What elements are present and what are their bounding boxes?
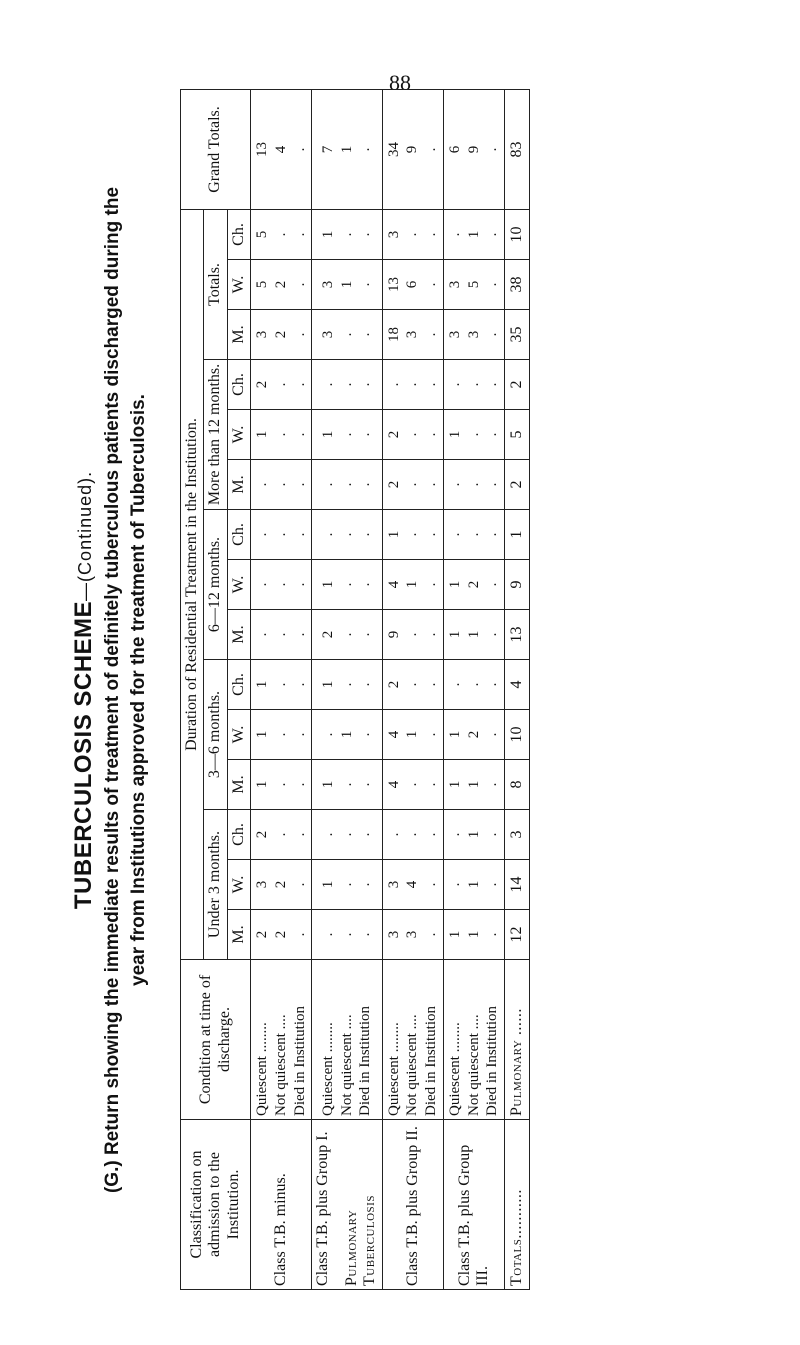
header-w: W. — [227, 560, 250, 610]
total-value-cell: 5 — [505, 410, 530, 460]
value-cell: 2 . . — [312, 610, 382, 660]
value-cell: 4 1 . — [382, 710, 443, 760]
value-cell: . . . — [312, 360, 382, 410]
value-cell: 2 . . — [382, 410, 443, 460]
total-value-cell: 10 — [505, 710, 530, 760]
header-w: W. — [227, 860, 250, 910]
value-cell: . . . — [251, 560, 312, 610]
classification-cell: Class T.B. plus Group II. — [382, 1120, 443, 1290]
condition-cell: Quiescent ........ Not quiescent .... Died in Institution — [251, 960, 312, 1120]
value-cell: 1 . . — [312, 760, 382, 810]
header-w: W. — [227, 260, 250, 310]
value-cell: 3 3 . — [443, 310, 504, 360]
value-cell: . . . — [251, 460, 312, 510]
value-cell: 1 2 . — [443, 560, 504, 610]
header-classification: Classification on admission to the Institution. — [181, 1120, 251, 1290]
header-ch: Ch. — [227, 660, 250, 710]
value-cell: 2 . . — [251, 810, 312, 860]
header-ch: Ch. — [227, 810, 250, 860]
total-value-cell: 2 — [505, 460, 530, 510]
value-cell: 1 . . — [443, 410, 504, 460]
pulmonary-total-label: Pulmonary ...... — [505, 960, 530, 1120]
header-m: M. — [227, 760, 250, 810]
table-body — [251, 89, 530, 1289]
table-row — [382, 89, 443, 1289]
value-cell: 3 . . — [312, 310, 382, 360]
value-cell: . 1 . — [443, 209, 504, 259]
value-cell: . 1 . — [443, 810, 504, 860]
value-cell: . . . — [443, 360, 504, 410]
total-value-cell: 3 — [505, 810, 530, 860]
value-cell: . . . — [312, 460, 382, 510]
grand-total-cell: 7 1 . — [312, 89, 382, 209]
header-6-12: 6—12 months. — [204, 510, 227, 660]
value-cell: 1 1 . — [443, 610, 504, 660]
group-label: Pulmonary Tuberculosis — [342, 1195, 379, 1286]
total-value-cell: 10 — [505, 209, 530, 259]
classification-cell: Class T.B. plus Group I. Pulmonary Tuberculosis — [312, 1120, 382, 1290]
value-cell: . . . — [251, 510, 312, 560]
header-m: M. — [227, 910, 250, 960]
value-cell: 1 1 . — [443, 760, 504, 810]
header-condition: Condition at time of discharge. — [181, 960, 251, 1120]
condition-cell: Quiescent ........ Not quiescent .... Died in Institution — [312, 960, 382, 1120]
totals-row — [505, 89, 530, 1289]
heading-title — [70, 90, 98, 1290]
value-cell: 4 . . — [382, 760, 443, 810]
total-value-cell: 13 — [505, 610, 530, 660]
heading-line-3: year from Institutions approved for the treatment of Tuberculosis. — [128, 394, 149, 986]
header-over-12: More than 12 months. — [204, 360, 227, 510]
grand-total-sum: 83 — [505, 89, 530, 209]
return-table — [180, 89, 530, 1290]
value-cell: 3 2 . — [251, 310, 312, 360]
value-cell: 1 . . — [251, 760, 312, 810]
value-cell: 2 . . — [251, 360, 312, 410]
header-duration: Duration of Residential Treatment in the Institution. — [181, 209, 204, 959]
total-value-cell: 35 — [505, 310, 530, 360]
value-cell: . 1 . — [312, 710, 382, 760]
totals-label: Totals........... — [505, 1120, 530, 1290]
value-cell: 5 . . — [251, 209, 312, 259]
value-cell: 1 . . — [312, 209, 382, 259]
value-cell: . . . — [312, 810, 382, 860]
header-ch: Ch. — [227, 209, 250, 259]
total-value-cell: 14 — [505, 860, 530, 910]
heading-title-main: TUBERCULOSIS SCHEME — [70, 600, 97, 910]
heading-title-sub: —(Continued). — [75, 470, 95, 601]
total-value-cell: 1 — [505, 510, 530, 560]
header-under-3: Under 3 months. — [204, 810, 227, 960]
value-cell: . . . — [312, 910, 382, 960]
value-cell: 9 . . — [382, 610, 443, 660]
value-cell: 2 . . — [382, 660, 443, 710]
total-value-cell: 8 — [505, 760, 530, 810]
rotated-page — [70, 90, 730, 1290]
grand-total-cell: 34 9 . — [382, 89, 443, 209]
value-cell: 1 . . — [382, 510, 443, 560]
value-cell: . . . — [312, 510, 382, 560]
total-value-cell: 12 — [505, 910, 530, 960]
value-cell: . . . — [382, 810, 443, 860]
table-row — [312, 89, 382, 1289]
classification-cell: Class T.B. plus Group III. — [443, 1120, 504, 1290]
value-cell: . . . — [443, 510, 504, 560]
value-cell: 1 . . — [251, 660, 312, 710]
value-cell: 1 . . — [251, 410, 312, 460]
grand-total-cell: 13 4 . — [251, 89, 312, 209]
table-row — [443, 89, 504, 1289]
table-row — [251, 89, 312, 1289]
value-cell: 2 2 . — [251, 910, 312, 960]
value-cell: 3 1 . — [312, 260, 382, 310]
value-cell: 3 . . — [382, 209, 443, 259]
total-value-cell: 4 — [505, 660, 530, 710]
value-cell: 1 . . — [251, 710, 312, 760]
value-cell: 1 . . — [312, 410, 382, 460]
value-cell: 13 6 . — [382, 260, 443, 310]
header-w: W. — [227, 710, 250, 760]
value-cell: . . . — [251, 610, 312, 660]
classification-cell: Class T.B. minus. — [251, 1120, 312, 1290]
value-cell: 4 1 . — [382, 560, 443, 610]
value-cell: 3 3 . — [382, 910, 443, 960]
value-cell: 1 . . — [312, 660, 382, 710]
page-number: 88 — [389, 70, 411, 95]
heading-line-2: (G.) Return showing the immediate results of treatment of definitely tuberculous patients discharged during the — [102, 186, 123, 1194]
header-ch: Ch. — [227, 510, 250, 560]
value-cell: 5 2 . — [251, 260, 312, 310]
header-3-6: 3—6 months. — [204, 660, 227, 810]
value-cell: 1 2 . — [443, 710, 504, 760]
value-cell: . . . — [443, 660, 504, 710]
header-grand-totals: Grand Totals. — [181, 89, 251, 209]
value-cell: 18 3 . — [382, 310, 443, 360]
value-cell: 3 2 . — [251, 860, 312, 910]
grand-total-cell: 6 9 . — [443, 89, 504, 209]
value-cell: . . . — [382, 360, 443, 410]
value-cell: . 1 . — [443, 860, 504, 910]
header-w: W. — [227, 410, 250, 460]
total-value-cell: 38 — [505, 260, 530, 310]
page-heading — [70, 90, 150, 1290]
value-cell: 1 . . — [312, 560, 382, 610]
value-cell: 2 . . — [382, 460, 443, 510]
total-value-cell: 9 — [505, 560, 530, 610]
value-cell: . . . — [443, 460, 504, 510]
value-cell: 3 4 . — [382, 860, 443, 910]
header-m: M. — [227, 460, 250, 510]
header-m: M. — [227, 310, 250, 360]
total-value-cell: 2 — [505, 360, 530, 410]
value-cell: 3 5 . — [443, 260, 504, 310]
condition-cell: Quiescent ........ Not quiescent .... Died in Institution — [443, 960, 504, 1120]
value-cell: 1 1 . — [443, 910, 504, 960]
header-totals: Totals. — [204, 209, 227, 359]
value-cell: 1 . . — [312, 860, 382, 910]
header-ch: Ch. — [227, 360, 250, 410]
header-m: M. — [227, 610, 250, 660]
condition-cell: Quiescent ........ Not quiescent .... Died in Institution — [382, 960, 443, 1120]
